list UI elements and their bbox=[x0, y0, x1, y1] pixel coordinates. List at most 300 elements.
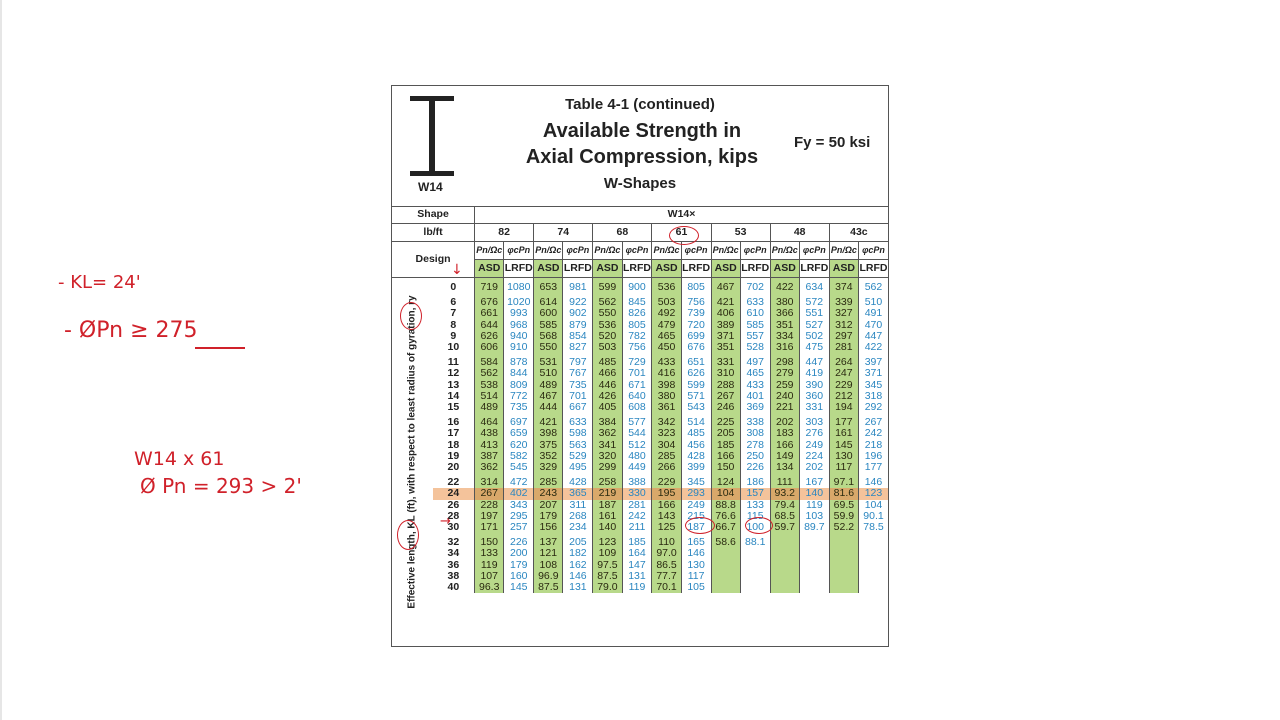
asd-value: 351 bbox=[770, 320, 799, 331]
lrfd-value: 922 bbox=[563, 293, 593, 308]
asd-symbol: Pn/Ωc bbox=[534, 242, 563, 260]
lrfd-value: 397 bbox=[858, 353, 888, 368]
lrfd-value: 940 bbox=[504, 331, 534, 342]
asd-value: 361 bbox=[652, 402, 681, 413]
asd-value: 207 bbox=[534, 500, 563, 511]
asd-value: 450 bbox=[652, 342, 681, 353]
table-row bbox=[392, 522, 888, 533]
table-row bbox=[392, 413, 888, 428]
asd-value: 96.9 bbox=[534, 571, 563, 582]
lrfd-value bbox=[858, 560, 888, 571]
asd-value: 66.7 bbox=[711, 522, 740, 533]
table-row bbox=[392, 428, 888, 439]
asd-value: 389 bbox=[711, 320, 740, 331]
lrfd-value: 495 bbox=[563, 462, 593, 473]
lrfd-value: 187 bbox=[681, 522, 711, 533]
annotation-circle-ry bbox=[400, 302, 422, 330]
lrfd-value: 303 bbox=[799, 413, 829, 428]
lrfd-value: 428 bbox=[563, 473, 593, 488]
lrfd-value: 551 bbox=[799, 308, 829, 319]
lrfd-value: 720 bbox=[681, 320, 711, 331]
asd-value: 466 bbox=[593, 368, 622, 379]
asd-label: ASD bbox=[711, 260, 740, 278]
asd-value: 299 bbox=[593, 462, 622, 473]
asd-value: 327 bbox=[829, 308, 858, 319]
lrfd-value: 205 bbox=[563, 533, 593, 548]
kl-value: 16 bbox=[433, 413, 475, 428]
lrfd-value: 422 bbox=[858, 342, 888, 353]
asd-value: 195 bbox=[652, 488, 681, 499]
asd-value: 197 bbox=[475, 511, 504, 522]
asd-value: 161 bbox=[829, 428, 858, 439]
lrfd-label: LRFD bbox=[858, 260, 888, 278]
lrfd-value: 308 bbox=[740, 428, 770, 439]
table-row bbox=[392, 342, 888, 353]
asd-value: 137 bbox=[534, 533, 563, 548]
lrfd-value: 475 bbox=[799, 342, 829, 353]
lrfd-value: 388 bbox=[622, 473, 652, 488]
asd-value bbox=[711, 548, 740, 559]
asd-value: 600 bbox=[534, 308, 563, 319]
table-row bbox=[392, 488, 888, 499]
lrfd-value: 701 bbox=[622, 368, 652, 379]
asd-value: 421 bbox=[711, 293, 740, 308]
lrfd-value: 242 bbox=[622, 511, 652, 522]
asd-value: 140 bbox=[593, 522, 622, 533]
lrfd-value: 226 bbox=[504, 533, 534, 548]
lrfd-value: 544 bbox=[622, 428, 652, 439]
lrfd-symbol: φcPn bbox=[563, 242, 593, 260]
asd-value: 133 bbox=[475, 548, 504, 559]
asd-label: ASD bbox=[652, 260, 681, 278]
lrfd-value: 562 bbox=[858, 278, 888, 294]
asd-value bbox=[711, 582, 740, 593]
asd-value: 179 bbox=[534, 511, 563, 522]
lrfd-value: 563 bbox=[563, 440, 593, 451]
asd-value: 366 bbox=[770, 308, 799, 319]
lrfd-value: 399 bbox=[681, 462, 711, 473]
lrfd-value bbox=[740, 548, 770, 559]
lrfd-value: 756 bbox=[681, 293, 711, 308]
lrfd-value: 78.5 bbox=[858, 522, 888, 533]
asd-value: 489 bbox=[475, 402, 504, 413]
lrfd-label: LRFD bbox=[504, 260, 534, 278]
asd-value: 444 bbox=[534, 402, 563, 413]
asd-value: 362 bbox=[593, 428, 622, 439]
lrfd-symbol: φcPn bbox=[504, 242, 534, 260]
lrfd-value: 470 bbox=[858, 320, 888, 331]
asd-value: 599 bbox=[593, 278, 622, 294]
lrfd-value: 981 bbox=[563, 278, 593, 294]
lrfd-value: 281 bbox=[622, 500, 652, 511]
asd-value: 446 bbox=[593, 380, 622, 391]
asd-value: 312 bbox=[829, 320, 858, 331]
lrfd-value: 735 bbox=[504, 402, 534, 413]
asd-value: 77.7 bbox=[652, 571, 681, 582]
asd-value: 585 bbox=[534, 320, 563, 331]
lrfd-value: 809 bbox=[504, 380, 534, 391]
lrfd-value: 130 bbox=[681, 560, 711, 571]
asd-value: 413 bbox=[475, 440, 504, 451]
asd-value: 329 bbox=[534, 462, 563, 473]
lrfd-value: 160 bbox=[504, 571, 534, 582]
asd-value: 398 bbox=[534, 428, 563, 439]
lrfd-value: 88.1 bbox=[740, 533, 770, 548]
lrfd-value: 502 bbox=[799, 331, 829, 342]
asd-value: 405 bbox=[593, 402, 622, 413]
asd-value: 520 bbox=[593, 331, 622, 342]
lrfd-value bbox=[799, 533, 829, 548]
asd-value: 342 bbox=[652, 413, 681, 428]
asd-value: 304 bbox=[652, 440, 681, 451]
lrfd-value: 345 bbox=[858, 380, 888, 391]
asd-value: 320 bbox=[593, 451, 622, 462]
lrfd-value: 268 bbox=[563, 511, 593, 522]
asd-value: 626 bbox=[475, 331, 504, 342]
table-row bbox=[392, 353, 888, 368]
effective-length-axis-label: Effective length, KL (ft), with respect to least radius of gyration, ry bbox=[406, 295, 418, 609]
asd-value: 485 bbox=[593, 353, 622, 368]
lrfd-label: LRFD bbox=[622, 260, 652, 278]
asd-value: 52.2 bbox=[829, 522, 858, 533]
kl-value: 12 bbox=[433, 368, 475, 379]
handwritten-note-kl: - KL= 24' bbox=[58, 272, 141, 293]
asd-value: 279 bbox=[770, 368, 799, 379]
lrfd-value: 365 bbox=[563, 488, 593, 499]
asd-symbol: Pn/Ωc bbox=[475, 242, 504, 260]
lrfd-value: 345 bbox=[681, 473, 711, 488]
lrfd-value: 772 bbox=[504, 391, 534, 402]
kl-value: 34 bbox=[433, 548, 475, 559]
table-number: Table 4-1 (continued) bbox=[565, 96, 715, 113]
lrfd-value: 218 bbox=[858, 440, 888, 451]
asd-value: 166 bbox=[652, 500, 681, 511]
asd-symbol: Pn/Ωc bbox=[593, 242, 622, 260]
lrfd-value: 447 bbox=[799, 353, 829, 368]
lrfd-value: 1080 bbox=[504, 278, 534, 294]
lrfd-value: 608 bbox=[622, 402, 652, 413]
arrow-down-icon: ↓ bbox=[451, 262, 463, 278]
asd-value: 156 bbox=[534, 522, 563, 533]
handwritten-underline bbox=[195, 347, 245, 349]
asd-value: 298 bbox=[770, 353, 799, 368]
lrfd-value: 146 bbox=[681, 548, 711, 559]
weight-48: 48 bbox=[770, 224, 829, 242]
asd-value: 205 bbox=[711, 428, 740, 439]
asd-value: 225 bbox=[711, 413, 740, 428]
lrfd-value: 510 bbox=[858, 293, 888, 308]
lrfd-value: 582 bbox=[504, 451, 534, 462]
asd-value: 58.6 bbox=[711, 533, 740, 548]
lrfd-value: 224 bbox=[799, 451, 829, 462]
annotation-circle-157 bbox=[745, 517, 773, 534]
asd-value: 433 bbox=[652, 353, 681, 368]
asd-value: 124 bbox=[711, 473, 740, 488]
asd-value: 97.5 bbox=[593, 560, 622, 571]
kl-value: 0 bbox=[433, 278, 475, 294]
kl-value: 24 bbox=[433, 488, 475, 499]
kl-value: 18 bbox=[433, 440, 475, 451]
asd-value: 426 bbox=[593, 391, 622, 402]
asd-value bbox=[829, 582, 858, 593]
asd-value: 240 bbox=[770, 391, 799, 402]
lrfd-value: 671 bbox=[622, 380, 652, 391]
lrfd-value: 1020 bbox=[504, 293, 534, 308]
asd-value: 352 bbox=[534, 451, 563, 462]
lrfd-value: 343 bbox=[504, 500, 534, 511]
asd-value: 108 bbox=[534, 560, 563, 571]
lrfd-value: 202 bbox=[799, 462, 829, 473]
kl-value: 15 bbox=[433, 402, 475, 413]
lrfd-value: 428 bbox=[681, 451, 711, 462]
lrfd-value: 157 bbox=[740, 488, 770, 499]
asd-value: 229 bbox=[829, 380, 858, 391]
asd-value: 76.6 bbox=[711, 511, 740, 522]
lrfd-value: 165 bbox=[681, 533, 711, 548]
table-row bbox=[392, 368, 888, 379]
lrfd-value: 200 bbox=[504, 548, 534, 559]
lrfd-value: 878 bbox=[504, 353, 534, 368]
lrfd-value: 177 bbox=[858, 462, 888, 473]
asd-value: 96.3 bbox=[475, 582, 504, 593]
asd-value: 123 bbox=[593, 533, 622, 548]
lrfd-value: 278 bbox=[740, 440, 770, 451]
lrfd-value bbox=[740, 582, 770, 593]
lrfd-value bbox=[740, 571, 770, 582]
lrfd-value: 115 bbox=[740, 511, 770, 522]
lrfd-value: 667 bbox=[563, 402, 593, 413]
asd-value: 653 bbox=[534, 278, 563, 294]
lrfd-value bbox=[858, 548, 888, 559]
kl-value: 11 bbox=[433, 353, 475, 368]
lrfd-value: 119 bbox=[622, 582, 652, 593]
asd-value: 362 bbox=[475, 462, 504, 473]
asd-value: 503 bbox=[593, 342, 622, 353]
kl-value: 32 bbox=[433, 533, 475, 548]
lrfd-value: 577 bbox=[622, 413, 652, 428]
symbol-row bbox=[392, 242, 888, 260]
lrfd-value: 968 bbox=[504, 320, 534, 331]
lrfd-value: 805 bbox=[681, 278, 711, 294]
lrfd-value: 185 bbox=[622, 533, 652, 548]
asd-value: 109 bbox=[593, 548, 622, 559]
lrfd-value: 545 bbox=[504, 462, 534, 473]
lrfd-value: 633 bbox=[563, 413, 593, 428]
asd-label: ASD bbox=[534, 260, 563, 278]
asd-value: 644 bbox=[475, 320, 504, 331]
lrfd-value: 528 bbox=[740, 342, 770, 353]
lrfd-value: 585 bbox=[740, 320, 770, 331]
asd-value: 171 bbox=[475, 522, 504, 533]
asd-value: 334 bbox=[770, 331, 799, 342]
asd-value: 202 bbox=[770, 413, 799, 428]
lrfd-value: 697 bbox=[504, 413, 534, 428]
asd-value bbox=[711, 560, 740, 571]
lrfd-value bbox=[858, 582, 888, 593]
asd-value: 438 bbox=[475, 428, 504, 439]
handwritten-note-available-strength: Ø Pn = 293 > 2' bbox=[140, 474, 302, 498]
lrfd-value: 599 bbox=[681, 380, 711, 391]
asd-value: 380 bbox=[770, 293, 799, 308]
asd-value: 492 bbox=[652, 308, 681, 319]
lrfd-value: 529 bbox=[563, 451, 593, 462]
asd-value: 107 bbox=[475, 571, 504, 582]
arrow-icon: → bbox=[440, 514, 451, 529]
asd-value: 531 bbox=[534, 353, 563, 368]
handwritten-note-shape: W14 x 61 bbox=[134, 448, 225, 470]
lrfd-value: 634 bbox=[799, 278, 829, 294]
lrfd-value: 179 bbox=[504, 560, 534, 571]
lrfd-symbol: φcPn bbox=[740, 242, 770, 260]
lrfd-value: 827 bbox=[563, 342, 593, 353]
asd-value: 614 bbox=[534, 293, 563, 308]
asd-value: 79.0 bbox=[593, 582, 622, 593]
asd-value: 536 bbox=[593, 320, 622, 331]
asd-value: 59.7 bbox=[770, 522, 799, 533]
kl-value: 36 bbox=[433, 560, 475, 571]
asd-label: ASD bbox=[593, 260, 622, 278]
asd-value: 81.6 bbox=[829, 488, 858, 499]
asd-value: 166 bbox=[770, 440, 799, 451]
asd-symbol: Pn/Ωc bbox=[711, 242, 740, 260]
asd-value: 339 bbox=[829, 293, 858, 308]
lrfd-value bbox=[858, 533, 888, 548]
lrfd-value: 447 bbox=[858, 331, 888, 342]
asd-value: 246 bbox=[711, 402, 740, 413]
weight-74: 74 bbox=[534, 224, 593, 242]
asd-value: 68.5 bbox=[770, 511, 799, 522]
asd-value: 351 bbox=[711, 342, 740, 353]
asd-value: 121 bbox=[534, 548, 563, 559]
asd-value: 247 bbox=[829, 368, 858, 379]
asd-value bbox=[829, 548, 858, 559]
asd-value: 97.0 bbox=[652, 548, 681, 559]
table-row bbox=[392, 582, 888, 593]
asd-value: 93.2 bbox=[770, 488, 799, 499]
lrfd-label: LRFD bbox=[740, 260, 770, 278]
asd-value: 130 bbox=[829, 451, 858, 462]
lrfd-value: 330 bbox=[622, 488, 652, 499]
lrfd-value: 100 bbox=[740, 522, 770, 533]
yield-strength: Fy = 50 ksi bbox=[794, 134, 871, 151]
asd-value: 228 bbox=[475, 500, 504, 511]
table-row bbox=[392, 533, 888, 548]
asd-value: 510 bbox=[534, 368, 563, 379]
lrfd-value: 640 bbox=[622, 391, 652, 402]
lrfd-value: 598 bbox=[563, 428, 593, 439]
lrfd-value: 140 bbox=[799, 488, 829, 499]
kl-value: 10 bbox=[433, 342, 475, 353]
lrfd-value: 117 bbox=[681, 571, 711, 582]
asd-value: 331 bbox=[711, 353, 740, 368]
table-row bbox=[392, 293, 888, 308]
asd-value: 70.1 bbox=[652, 582, 681, 593]
weight-53: 53 bbox=[711, 224, 770, 242]
kl-value: 14 bbox=[433, 391, 475, 402]
asd-value: 464 bbox=[475, 413, 504, 428]
lrfd-value: 527 bbox=[799, 320, 829, 331]
asd-value: 422 bbox=[770, 278, 799, 294]
lrfd-value: 331 bbox=[799, 402, 829, 413]
asd-value: 550 bbox=[593, 308, 622, 319]
kl-value: 26 bbox=[433, 500, 475, 511]
asd-value: 285 bbox=[534, 473, 563, 488]
lrfd-value: 164 bbox=[622, 548, 652, 559]
asd-value: 125 bbox=[652, 522, 681, 533]
lrfd-value: 610 bbox=[740, 308, 770, 319]
asd-value bbox=[770, 548, 799, 559]
lrfd-value: 276 bbox=[799, 428, 829, 439]
lrfd-value: 676 bbox=[681, 342, 711, 353]
lrfd-value: 620 bbox=[504, 440, 534, 451]
kl-value: 17 bbox=[433, 428, 475, 439]
asd-value: 371 bbox=[711, 331, 740, 342]
lrfd-value: 497 bbox=[740, 353, 770, 368]
lrfd-value: 89.7 bbox=[799, 522, 829, 533]
shape-row bbox=[392, 206, 888, 224]
table-row bbox=[392, 308, 888, 319]
asd-value: 185 bbox=[711, 440, 740, 451]
asd-value: 719 bbox=[475, 278, 504, 294]
asd-value: 111 bbox=[770, 473, 799, 488]
asd-value: 416 bbox=[652, 368, 681, 379]
asd-value bbox=[829, 571, 858, 582]
shape-value: W14× bbox=[475, 206, 888, 224]
lrfd-value: 133 bbox=[740, 500, 770, 511]
asd-value: 323 bbox=[652, 428, 681, 439]
lrfd-value bbox=[740, 560, 770, 571]
asd-value: 259 bbox=[770, 380, 799, 391]
lrfd-value: 196 bbox=[858, 451, 888, 462]
weight-row bbox=[392, 224, 888, 242]
asd-value: 387 bbox=[475, 451, 504, 462]
lrfd-value: 249 bbox=[799, 440, 829, 451]
lrfd-value: 557 bbox=[740, 331, 770, 342]
lrfd-value: 485 bbox=[681, 428, 711, 439]
asd-value: 150 bbox=[475, 533, 504, 548]
lrfd-value: 402 bbox=[504, 488, 534, 499]
asd-value: 134 bbox=[770, 462, 799, 473]
asd-value: 258 bbox=[593, 473, 622, 488]
lrfd-value: 119 bbox=[799, 500, 829, 511]
asd-value: 194 bbox=[829, 402, 858, 413]
lrfd-value: 145 bbox=[504, 582, 534, 593]
lrfd-symbol: φcPn bbox=[622, 242, 652, 260]
lrfd-value: 338 bbox=[740, 413, 770, 428]
lrfd-value: 433 bbox=[740, 380, 770, 391]
kl-value: 9 bbox=[433, 331, 475, 342]
lrfd-value: 234 bbox=[563, 522, 593, 533]
lrfd-value: 211 bbox=[622, 522, 652, 533]
asd-value: 568 bbox=[534, 331, 563, 342]
table-header bbox=[392, 86, 888, 207]
lrfd-value: 369 bbox=[740, 402, 770, 413]
shape-label: Shape bbox=[392, 206, 475, 224]
lrfd-value: 767 bbox=[563, 368, 593, 379]
lrfd-value: 311 bbox=[563, 500, 593, 511]
kl-value: 7 bbox=[433, 308, 475, 319]
asd-value: 380 bbox=[652, 391, 681, 402]
lrfd-value: 739 bbox=[681, 308, 711, 319]
asd-value: 467 bbox=[534, 391, 563, 402]
lrfd-value bbox=[858, 571, 888, 582]
table-row bbox=[392, 473, 888, 488]
asd-value: 288 bbox=[711, 380, 740, 391]
asd-value: 145 bbox=[829, 440, 858, 451]
asd-value: 562 bbox=[475, 368, 504, 379]
asd-value bbox=[770, 560, 799, 571]
asd-value: 538 bbox=[475, 380, 504, 391]
